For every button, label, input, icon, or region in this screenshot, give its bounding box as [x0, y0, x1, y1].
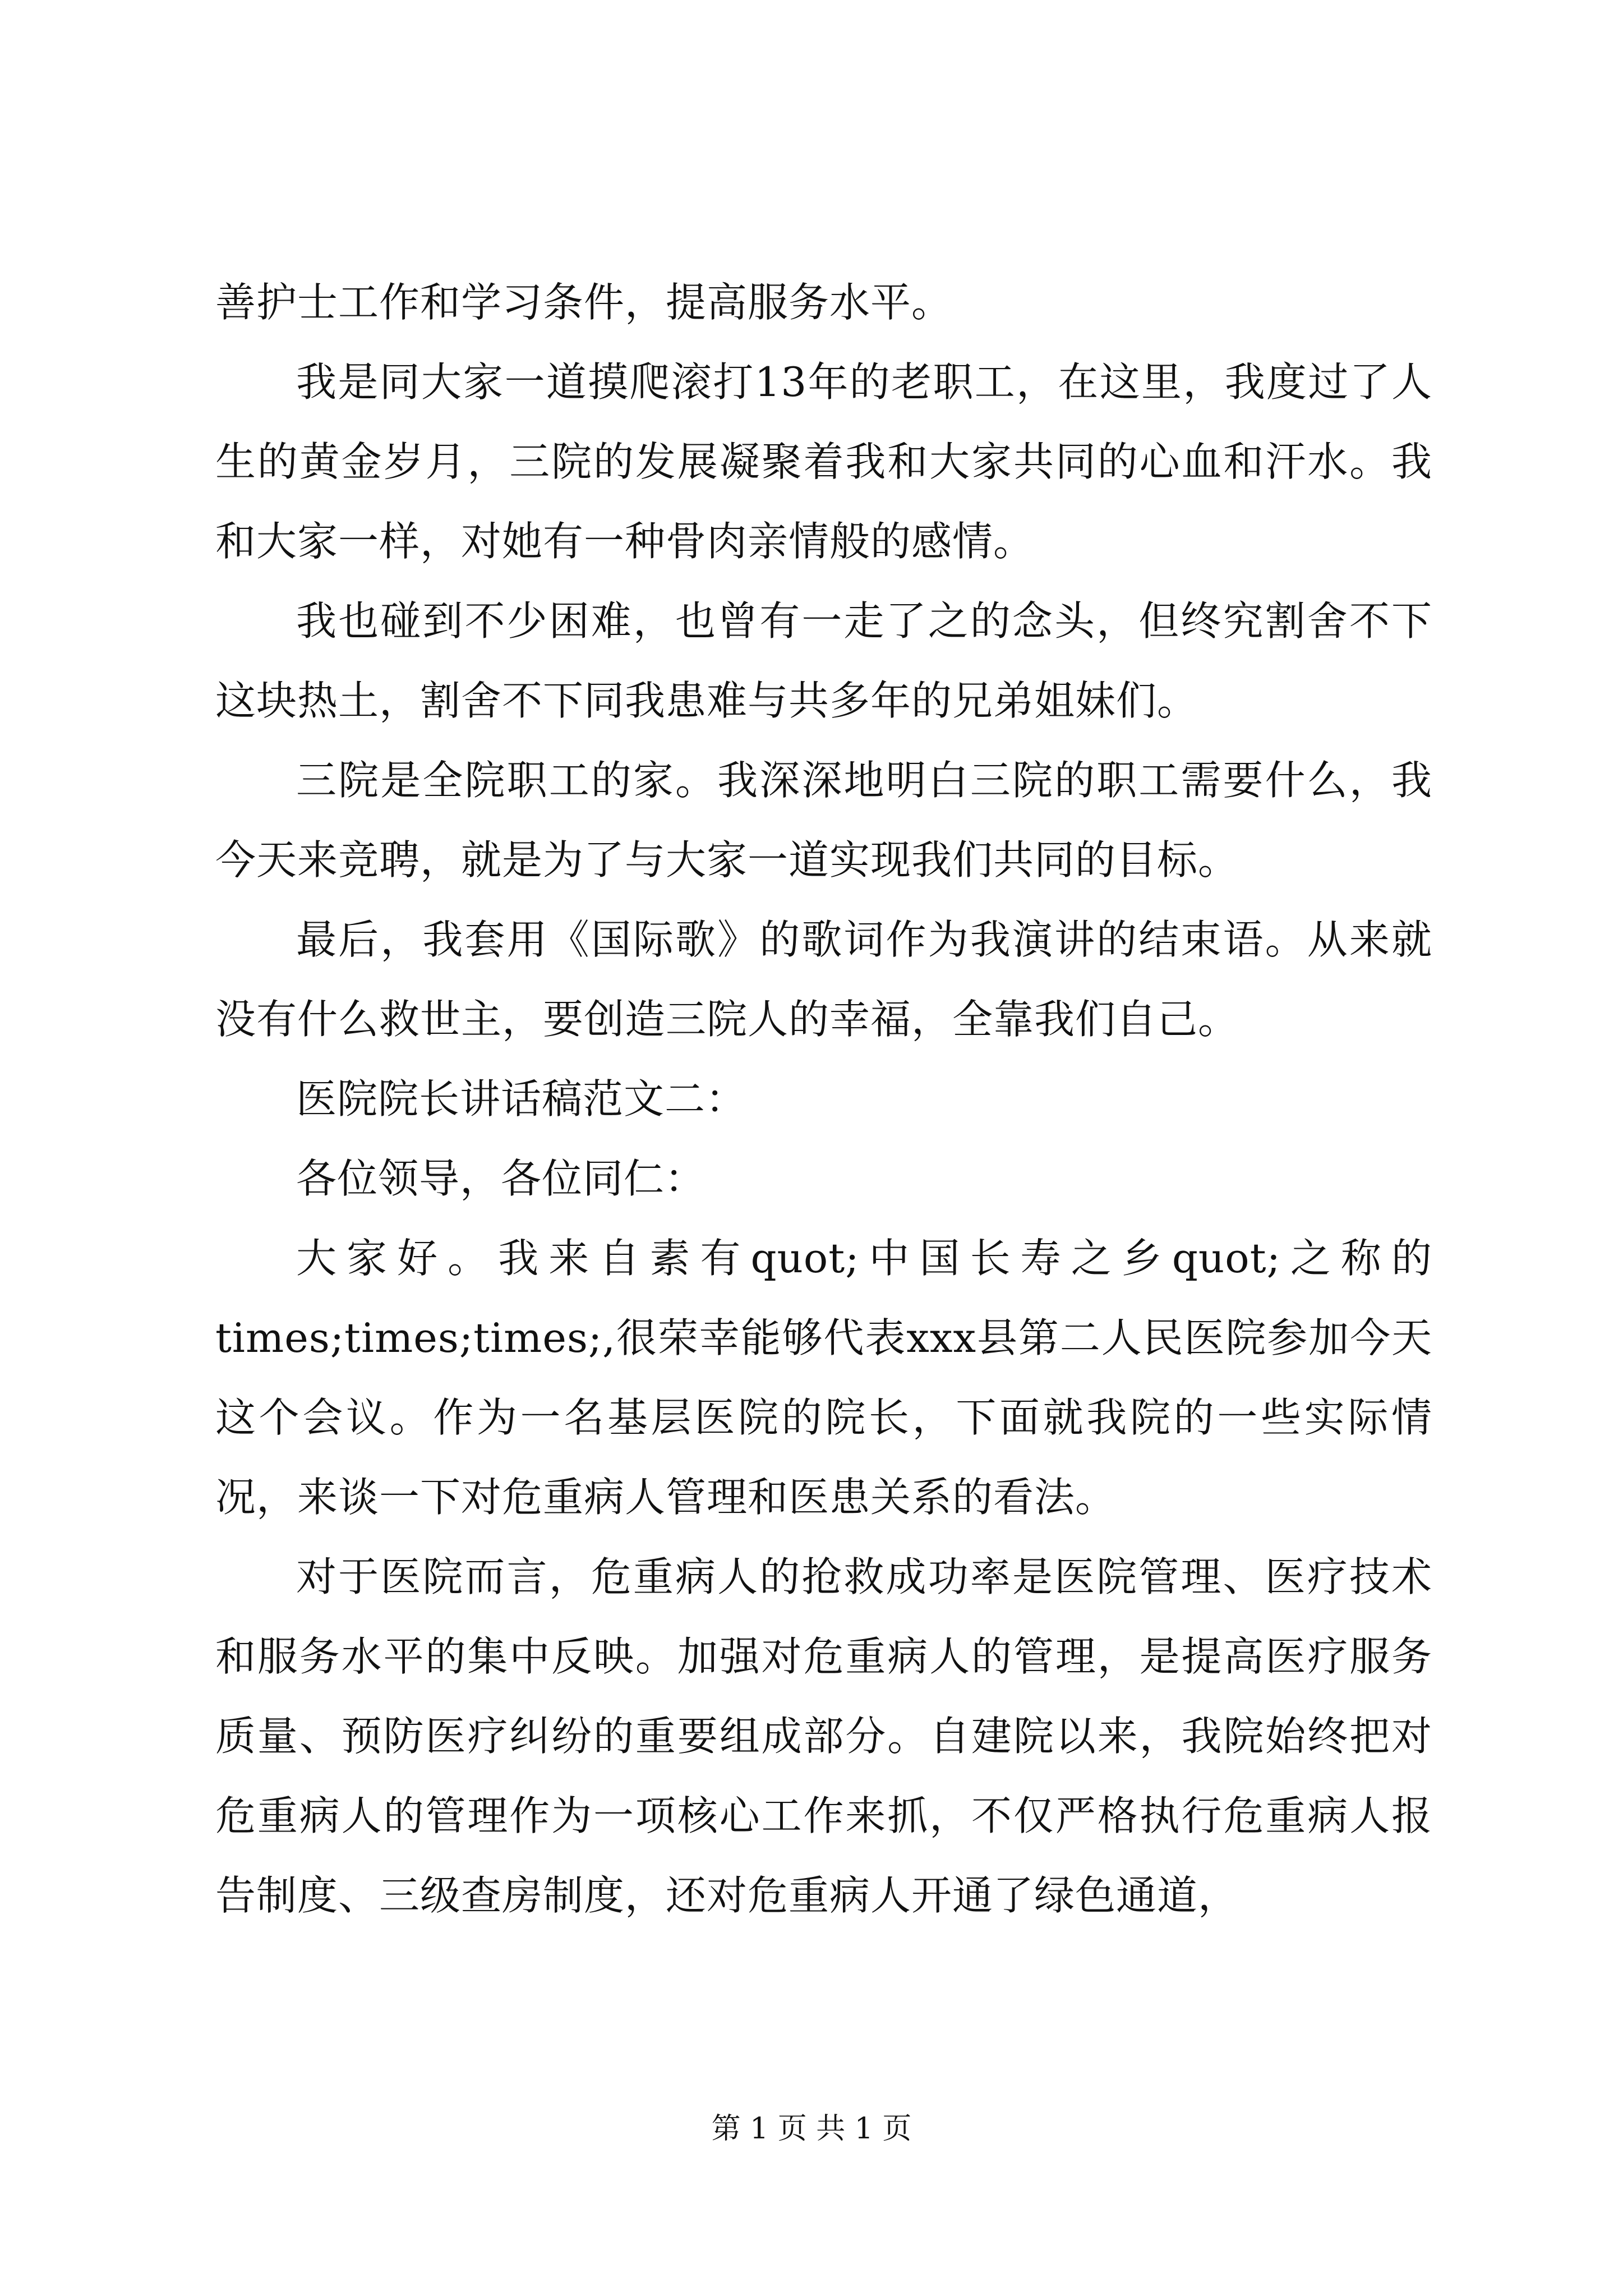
- paragraph: 三院是全院职工的家。我深深地明白三院的职工需要什么，我今天来竞聘，就是为了与大家一道实现我们共同的目标。: [215, 757, 1432, 884]
- salutation: 各位领导，各位同仁：: [296, 1155, 706, 1202]
- document-body: [215, 263, 1432, 1935]
- paragraph: 对于医院而言，危重病人的抢救成功率是医院管理、医疗技术和服务水平的集中反映。加强对危重病人的管理，是提高医疗服务质量、预防医疗纠纷的重要组成部分。自建院以来，我院始终把对危重病人的管理作为一项核心工作来抓，不仅严格执行危重病人报告制度、三级查房制度，还对危重病人开通了绿色通道，: [215, 1553, 1432, 1919]
- paragraph-continuation: 善护士工作和学习条件，提高服务水平。: [215, 279, 953, 326]
- paragraph: 我也碰到不少困难，也曾有一走了之的念头，但终究割舍不下这块热土，割舍不下同我患难与共多年的兄弟姐妹们。: [215, 597, 1432, 724]
- paragraph: 大家好。我来自素有quot;中国长寿之乡quot;之称的times;times;times;,很荣幸能够代表xxx县第二人民医院参加今天这个会议。作为一名基层医院的院长，下面就我院的一些实际情况，来谈一下对危重病人管理和医患关系的看法。: [215, 1235, 1432, 1521]
- paragraph: 最后，我套用《国际歌》的歌词作为我演讲的结束语。从来就没有什么救世主，要创造三院人的幸福，全靠我们自己。: [215, 916, 1432, 1043]
- paragraph: 我是同大家一道摸爬滚打13年的老职工，在这里，我度过了人生的黄金岁月，三院的发展凝聚着我和大家共同的心血和汗水。我和大家一样，对她有一种骨肉亲情般的感情。: [215, 358, 1432, 565]
- page-number-footer: 第 1 页 共 1 页: [711, 2112, 912, 2146]
- section-heading: 医院院长讲话稿范文二：: [296, 1075, 747, 1122]
